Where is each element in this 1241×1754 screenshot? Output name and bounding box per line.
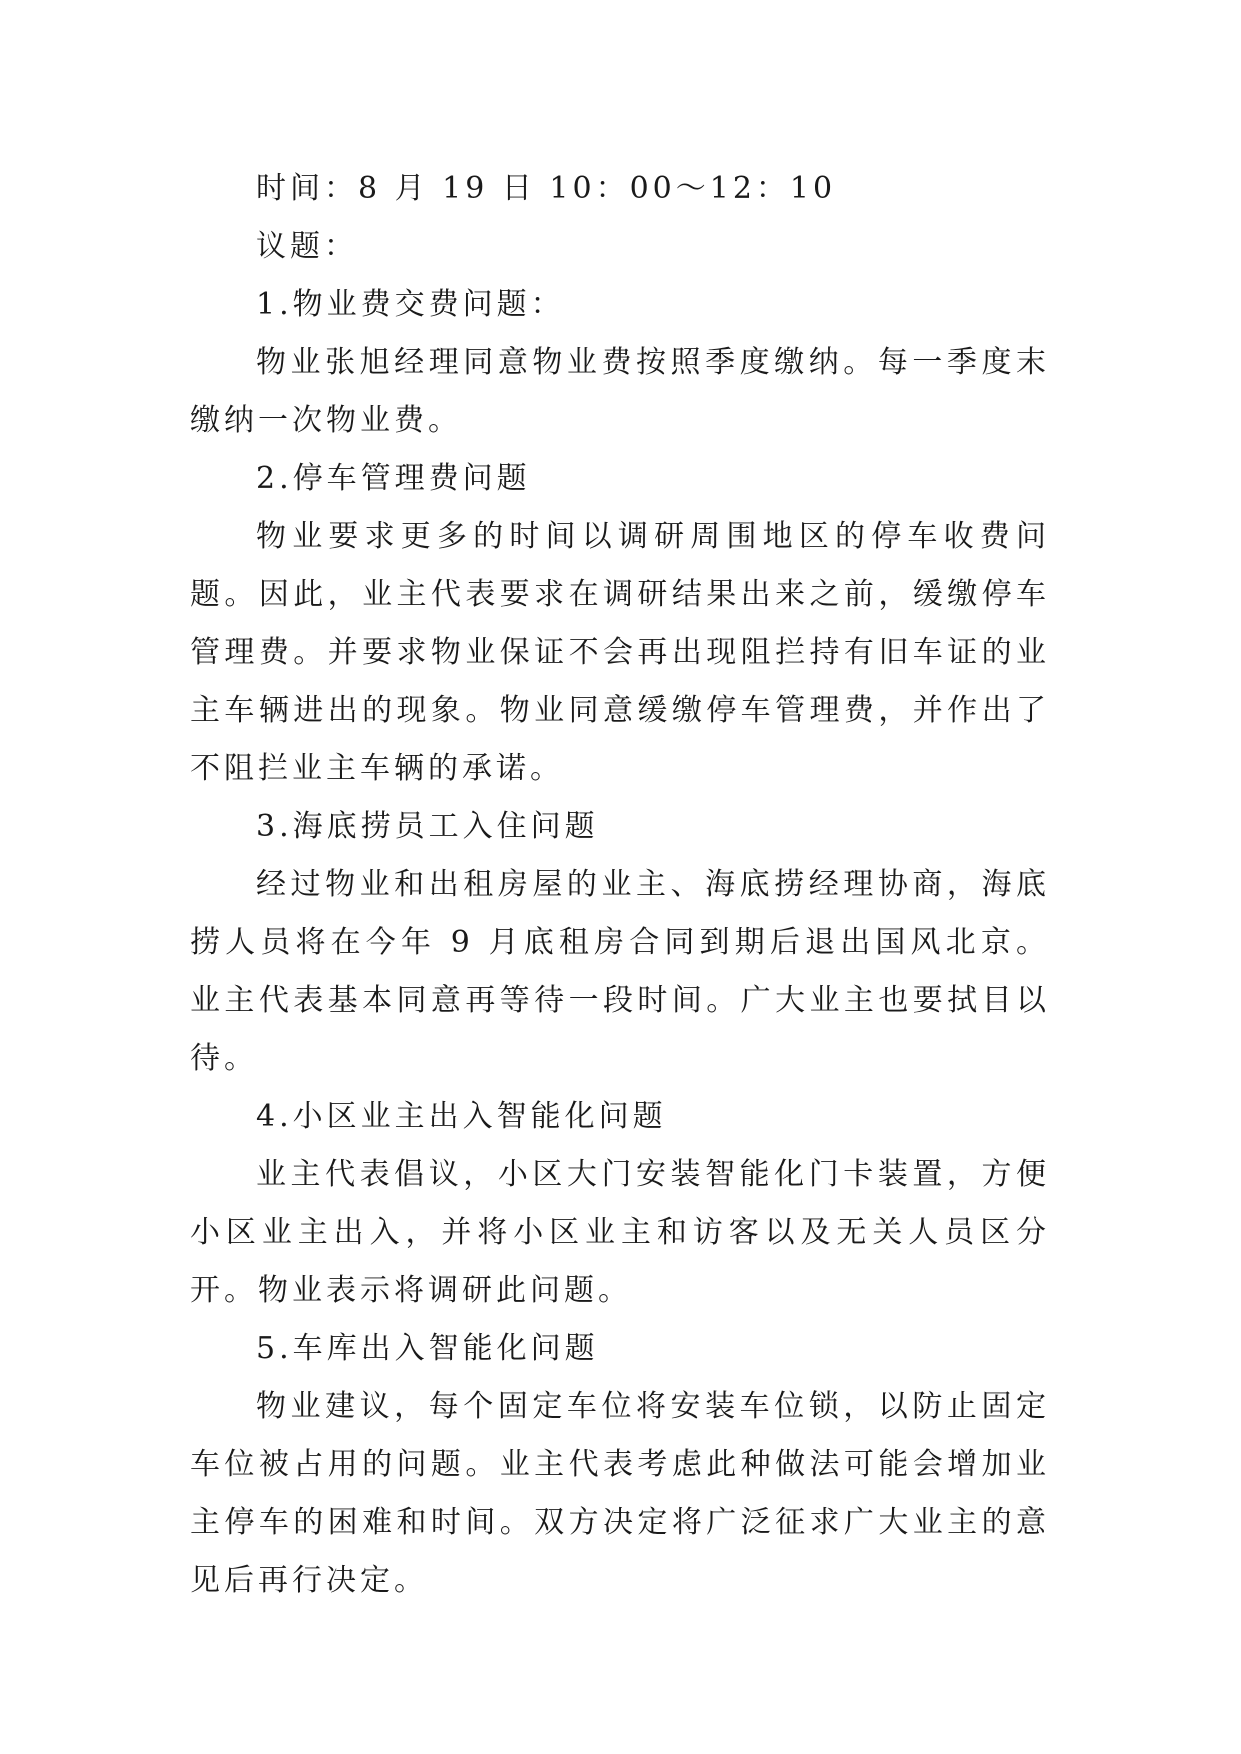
topic-4-heading: 4.小区业主出入智能化问题 bbox=[256, 1099, 667, 1134]
document-body bbox=[190, 160, 1050, 1610]
topic-1-body: 物业张旭经理同意物业费按照季度缴纳。每一季度末缴纳一次物业费。 bbox=[190, 345, 1050, 438]
topic-3-heading: 3.海底捞员工入住问题 bbox=[256, 809, 599, 844]
meeting-time: 时间：8 月 19 日 10：00～12：10 bbox=[256, 171, 837, 206]
topic-3-body: 经过物业和出租房屋的业主、海底捞经理协商，海底捞人员将在今年 9 月底租房合同到期后退出国风北京。业主代表基本同意再等待一段时间。广大业主也要拭目以待。 bbox=[190, 867, 1050, 1076]
agenda-heading: 议题： bbox=[256, 229, 358, 264]
topic-1-heading: 1.物业费交费问题： bbox=[256, 287, 565, 322]
topic-2-heading: 2.停车管理费问题 bbox=[256, 461, 531, 496]
topic-5-body: 物业建议，每个固定车位将安装车位锁，以防止固定车位被占用的问题。业主代表考虑此种做法可能会增加业主停车的困难和时间。双方决定将广泛征求广大业主的意见后再行决定。 bbox=[190, 1389, 1050, 1598]
topic-5-heading: 5.车库出入智能化问题 bbox=[256, 1331, 599, 1366]
topic-4-body: 业主代表倡议，小区大门安装智能化门卡装置，方便小区业主出入，并将小区业主和访客以及无关人员区分开。物业表示将调研此问题。 bbox=[190, 1157, 1050, 1308]
topic-2-body: 物业要求更多的时间以调研周围地区的停车收费问题。因此，业主代表要求在调研结果出来之前，缓缴停车管理费。并要求物业保证不会再出现阻拦持有旧车证的业主车辆进出的现象。物业同意缓缴停车管理费，并作出了不阻拦业主车辆的承诺。 bbox=[190, 519, 1050, 786]
